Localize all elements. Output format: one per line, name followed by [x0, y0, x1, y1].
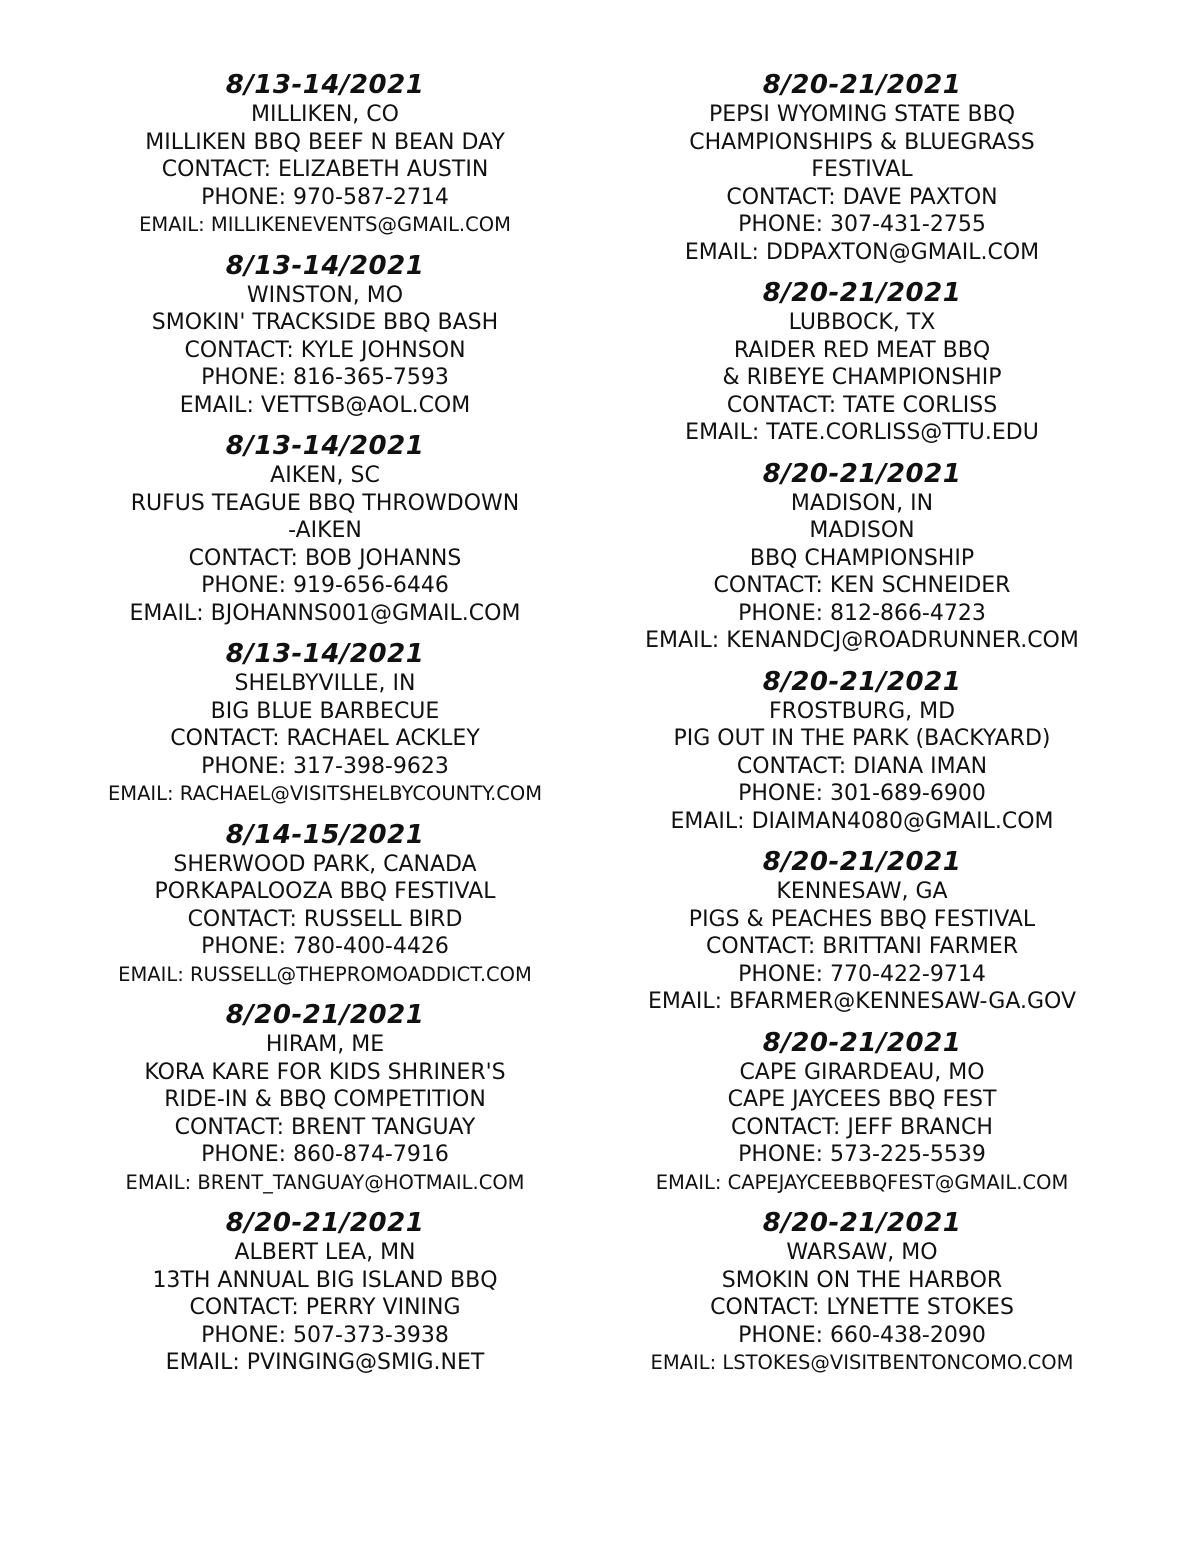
event-listing	[612, 1208, 1112, 1377]
event-phone: PHONE: 919-656-6446	[201, 573, 449, 598]
event-location: CAPE GIRARDEAU, MO	[739, 1059, 985, 1085]
event-location: MILLIKEN, CO	[251, 102, 399, 127]
event-email: EMAIL: RUSSELL@THEPROMOADDICT.COM	[118, 962, 532, 986]
event-contact: CONTACT: ELIZABETH AUSTIN	[161, 157, 489, 182]
event-contact: CONTACT: TATE CORLISS	[726, 392, 998, 418]
event-detail-line: RAIDER RED MEAT BBQ	[733, 337, 991, 363]
event-contact: CONTACT: RUSSELL BIRD	[187, 906, 463, 932]
event-listing	[50, 1000, 600, 1196]
event-contact: CONTACT: KEN SCHNEIDER	[713, 573, 1011, 598]
event-email: EMAIL: LSTOKES@VISITBENTONCOMO.COM	[650, 1351, 1074, 1374]
event-email: EMAIL: KENANDCJ@ROADRUNNER.COM	[645, 628, 1079, 653]
event-date: 8/20-21/2021	[762, 1027, 962, 1058]
event-phone: PHONE: 307-431-2755	[738, 212, 986, 237]
event-email: EMAIL: MILLIKENEVENTS@GMAIL.COM	[139, 213, 511, 236]
event-email: EMAIL: BJOHANNS001@GMAIL.COM	[129, 600, 521, 626]
event-phone: PHONE: 660-438-2090	[738, 1322, 986, 1348]
event-email: EMAIL: CAPEJAYCEEBBQFEST@GMAIL.COM	[655, 1170, 1069, 1194]
event-email: EMAIL: DDPAXTON@GMAIL.COM	[684, 239, 1040, 265]
event-phone: PHONE: 317-398-9623	[201, 753, 449, 779]
event-detail-line: SMOKIN' TRACKSIDE BBQ BASH	[151, 310, 499, 335]
event-email: EMAIL: TATE.CORLISS@TTU.EDU	[685, 420, 1039, 445]
event-location: PEPSI WYOMING STATE BBQ	[708, 102, 1016, 127]
event-listing	[50, 1208, 600, 1377]
event-date: 8/20-21/2021	[762, 70, 962, 100]
event-listing	[612, 847, 1112, 1016]
event-phone: PHONE: 816-365-7593	[201, 365, 449, 390]
event-detail-line: & RIBEYE CHAMPIONSHIP	[722, 365, 1002, 390]
event-contact: CONTACT: DIANA IMAN	[736, 753, 988, 779]
event-location: HIRAM, ME	[265, 1032, 385, 1057]
event-contact: CONTACT: LYNETTE STOKES	[710, 1295, 1014, 1320]
event-contact: CONTACT: BRITTANI FARMER	[705, 934, 1019, 959]
event-listing	[612, 278, 1112, 447]
event-phone: PHONE: 812-866-4723	[738, 600, 986, 626]
event-location: AIKEN, SC	[270, 463, 380, 488]
event-detail-line: FESTIVAL	[811, 157, 913, 182]
event-listing	[612, 667, 1112, 836]
event-phone: PHONE: 970-587-2714	[201, 184, 449, 210]
event-date: 8/13-14/2021	[225, 70, 425, 100]
event-location: LUBBOCK, TX	[788, 310, 936, 335]
event-date: 8/20-21/2021	[762, 278, 962, 308]
right-column	[612, 70, 1112, 1389]
event-date: 8/13-14/2021	[225, 639, 425, 669]
event-location: ALBERT LEA, MN	[234, 1240, 416, 1265]
event-detail-line: BBQ CHAMPIONSHIP	[749, 545, 975, 571]
event-detail-line: PORKAPALOOZA BBQ FESTIVAL	[154, 879, 496, 904]
event-contact: CONTACT: BRENT TANGUAY	[174, 1114, 476, 1140]
event-email: EMAIL: BRENT_TANGUAY@HOTMAIL.COM	[125, 1170, 525, 1194]
event-phone: PHONE: 770-422-9714	[738, 961, 986, 987]
event-listing	[50, 70, 600, 239]
event-location: SHELBYVILLE, IN	[234, 671, 416, 696]
event-location: KENNESAW, GA	[776, 879, 948, 904]
event-detail-line: PIGS & PEACHES BBQ FESTIVAL	[688, 906, 1036, 932]
event-date: 8/20-21/2021	[225, 1000, 425, 1030]
event-listing	[50, 251, 600, 420]
event-listing	[612, 1028, 1112, 1197]
event-contact: CONTACT: DAVE PAXTON	[726, 184, 998, 210]
event-detail-line: RUFUS TEAGUE BBQ THROWDOWN	[130, 490, 520, 516]
event-location: SHERWOOD PARK, CANADA	[173, 851, 477, 877]
event-contact: CONTACT: PERRY VINING	[189, 1295, 461, 1320]
event-listing	[50, 639, 600, 808]
event-email: EMAIL: BFARMER@KENNESAW-GA.GOV	[647, 989, 1076, 1014]
event-date: 8/20-21/2021	[225, 1208, 425, 1238]
event-date: 8/20-21/2021	[762, 666, 962, 697]
event-phone: PHONE: 301-689-6900	[738, 781, 986, 806]
event-detail-line: KORA KARE FOR KIDS SHRINER'S	[144, 1059, 506, 1085]
event-detail-line: 13TH ANNUAL BIG ISLAND BBQ	[152, 1267, 498, 1293]
event-contact: CONTACT: BOB JOHANNS	[188, 545, 462, 571]
event-phone: PHONE: 573-225-5539	[738, 1142, 986, 1167]
event-date: 8/14-15/2021	[225, 819, 425, 850]
event-listing	[50, 431, 600, 627]
event-contact: CONTACT: JEFF BRANCH	[731, 1114, 993, 1140]
event-phone: PHONE: 780-400-4426	[201, 934, 449, 959]
event-date: 8/20-21/2021	[762, 1208, 962, 1238]
event-date: 8/13-14/2021	[225, 250, 425, 281]
event-location: WARSAW, MO	[786, 1240, 938, 1265]
event-location: FROSTBURG, MD	[768, 698, 956, 724]
event-date: 8/20-21/2021	[762, 458, 962, 489]
event-listing	[612, 459, 1112, 655]
event-email: EMAIL: VETTSB@AOL.COM	[179, 392, 471, 418]
event-detail-line: BIG BLUE BARBECUE	[210, 698, 440, 724]
event-listing	[50, 820, 600, 989]
event-detail-line: SMOKIN ON THE HARBOR	[721, 1267, 1003, 1293]
event-email: EMAIL: RACHAEL@VISITSHELBYCOUNTY.COM	[107, 782, 543, 805]
event-date: 8/20-21/2021	[762, 847, 962, 877]
event-listing	[612, 70, 1112, 266]
event-detail-line: -AIKEN	[288, 518, 362, 543]
event-detail-line: CAPE JAYCEES BBQ FEST	[727, 1087, 997, 1112]
event-contact: CONTACT: RACHAEL ACKLEY	[170, 726, 480, 751]
event-contact: CONTACT: KYLE JOHNSON	[184, 337, 466, 363]
event-detail-line: CHAMPIONSHIPS & BLUEGRASS	[689, 129, 1035, 155]
event-detail-line: RIDE-IN & BBQ COMPETITION	[164, 1087, 486, 1112]
event-detail-line: MADISON	[809, 518, 915, 543]
event-detail-line: PIG OUT IN THE PARK (BACKYARD)	[673, 726, 1051, 751]
event-date: 8/13-14/2021	[225, 431, 425, 461]
left-column	[50, 70, 600, 1389]
event-detail-line: MILLIKEN BBQ BEEF N BEAN DAY	[145, 129, 505, 155]
event-location: WINSTON, MO	[246, 282, 404, 308]
event-location: MADISON, IN	[790, 490, 934, 516]
event-phone: PHONE: 507-373-3938	[201, 1322, 449, 1348]
event-email: EMAIL: PVINGING@SMIG.NET	[165, 1350, 485, 1375]
event-phone: PHONE: 860-874-7916	[201, 1142, 449, 1167]
event-email: EMAIL: DIAIMAN4080@GMAIL.COM	[670, 808, 1054, 834]
